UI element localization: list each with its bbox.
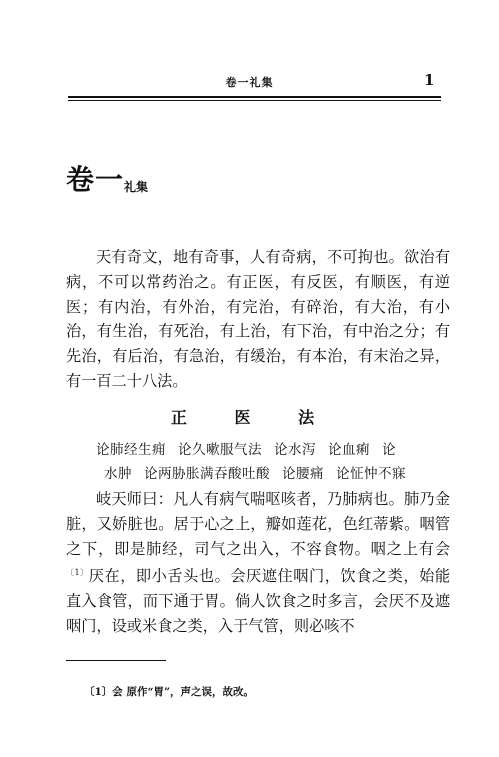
toc-item: 论两胁胀满吞酸吐酸 bbox=[144, 466, 270, 482]
toc-item: 论怔忡不寐 bbox=[336, 466, 406, 482]
toc-line-2 bbox=[104, 462, 464, 482]
footnote-rule bbox=[66, 660, 166, 661]
body-paragraph bbox=[66, 487, 450, 639]
toc-item: 论 bbox=[382, 442, 396, 458]
intro-paragraph: 天有奇文，地有奇事，人有奇病，不可拘也。欲治有病，不可以常药治之。有正医，有反医，有顺医，有逆医；有内治，有外治，有完治，有碎治，有大治，有小治，有生治，有死治，有上治，有下治，有中治之分；有先治，有后治，有急治，有缓治，有本治，有末治之异，有一百二十八法。 bbox=[66, 248, 450, 390]
page-number: 1 bbox=[424, 71, 435, 89]
body-text: 岐天师曰：凡人有病气喘呕咳者，乃肺病也。肺乃金脏，又娇脏也。居于心之上，瓣如莲花，色红蒂紫。咽管之下，即是肺经，司气之出入，不容食物。咽之上有会 bbox=[66, 490, 450, 558]
footnote-marker: 〔1〕 bbox=[66, 568, 89, 578]
toc-item: 论久嗽服气法 bbox=[178, 442, 262, 458]
toc-line-1 bbox=[96, 438, 456, 458]
toc-item: 论腰痛 bbox=[282, 466, 324, 482]
section-title: 正 医 法 bbox=[170, 408, 329, 427]
chapter-title: 卷一 bbox=[66, 163, 125, 196]
toc-item: 论水泻 bbox=[274, 442, 316, 458]
body-text-continued: 厌在，即小舌头也。会厌遮住咽门，饮食之类，始能直入食管，而下通于胃。倘人饮食之时多言，会厌不及遮咽门，设或米食之类，入于气管，则必咳不 bbox=[66, 567, 451, 636]
running-header: 卷一礼集 bbox=[225, 76, 274, 89]
header-rule-thin bbox=[68, 100, 441, 101]
toc-item: 论肺经生痈 bbox=[96, 442, 166, 458]
chapter-subtitle: 礼集 bbox=[124, 180, 149, 194]
header-rule-thick bbox=[68, 96, 441, 98]
toc-item: 水肿 bbox=[104, 466, 132, 482]
footnote: 〔1〕会 原作“胃”，声之误，故改。 bbox=[84, 686, 255, 698]
toc-item: 论血痢 bbox=[328, 442, 370, 458]
